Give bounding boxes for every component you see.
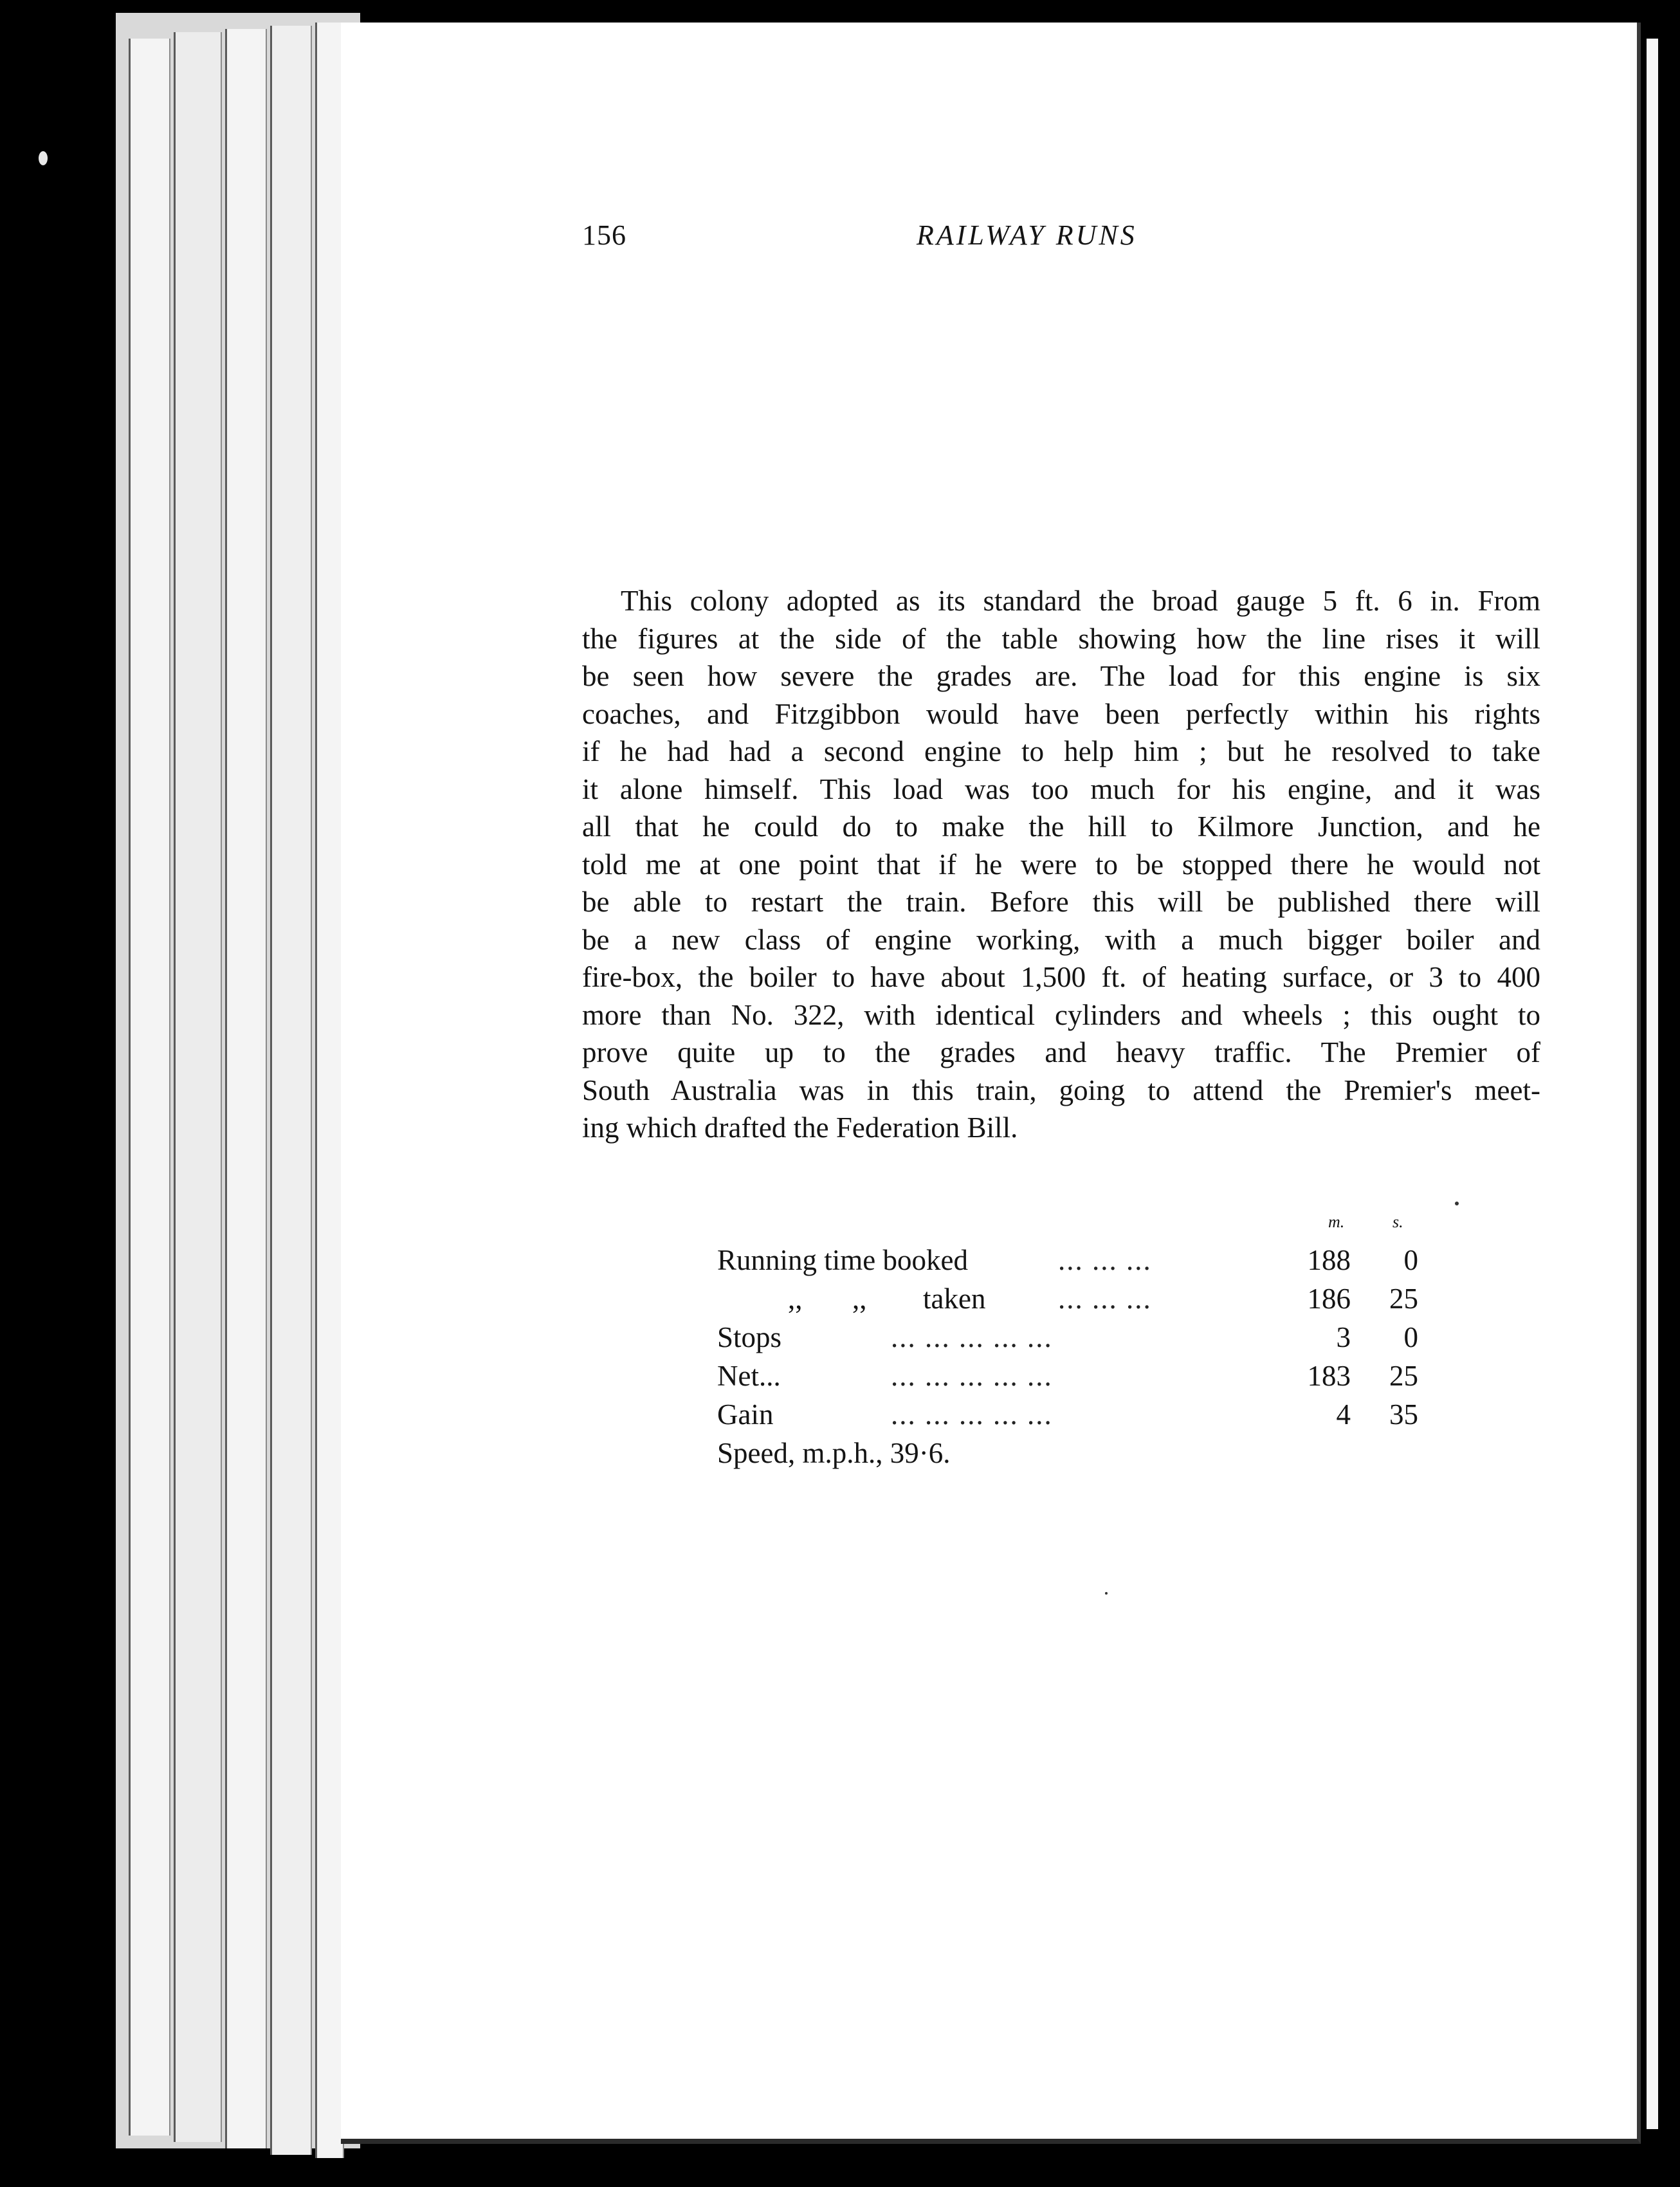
body-line: prove quite up to the grades and heavy traffic. The Premier of bbox=[582, 1036, 1540, 1068]
table-row bbox=[717, 1398, 1438, 1435]
row-minutes: 188 bbox=[1307, 1244, 1351, 1276]
row-minutes: 186 bbox=[1307, 1283, 1351, 1315]
row-label: Speed, m.p.h., 39·6. bbox=[717, 1437, 951, 1469]
table-row bbox=[717, 1282, 1438, 1319]
page-edge-strip bbox=[225, 29, 267, 2148]
page-edge-strip bbox=[129, 39, 170, 2136]
body-line: be seen how severe the grades are. The load for this engine is six bbox=[582, 660, 1540, 692]
body-line: all that he could do to make the hill to Kilmore Junction, and he bbox=[582, 810, 1540, 843]
unit-minutes: m. bbox=[1328, 1212, 1345, 1231]
paper-speck bbox=[1455, 1202, 1459, 1205]
body-line: told me at one point that if he were to be stopped there he would not bbox=[582, 848, 1540, 881]
body-line: the figures at the side of the table showing how the line rises it will bbox=[582, 622, 1540, 655]
unit-seconds: s. bbox=[1392, 1212, 1403, 1231]
row-minutes: 4 bbox=[1336, 1398, 1351, 1431]
body-line: This colony adopted as its standard the broad gauge 5 ft. 6 in. From bbox=[621, 585, 1540, 617]
page-edge-strip bbox=[270, 26, 312, 2155]
table-row bbox=[717, 1359, 1438, 1396]
page-number: 156 bbox=[582, 219, 626, 251]
body-line: ing which drafted the Federation Bill. bbox=[582, 1112, 1018, 1144]
dot-leaders: ... ... ... bbox=[1058, 1283, 1152, 1315]
paper-speck bbox=[1105, 1592, 1108, 1595]
row-label: Net... bbox=[717, 1360, 781, 1392]
running-title: RAILWAY RUNS bbox=[917, 219, 1137, 251]
dot-leaders: ... ... ... ... ... bbox=[891, 1360, 1053, 1392]
body-line: more than No. 322, with identical cylinders and wheels ; this ought to bbox=[582, 998, 1540, 1031]
body-line: coaches, and Fitzgibbon would have been perfectly within his rights bbox=[582, 697, 1540, 730]
table-row bbox=[717, 1436, 1438, 1474]
body-line: it alone himself. This load was too much for his engine, and it was bbox=[582, 773, 1540, 805]
paper-speck bbox=[39, 151, 48, 165]
row-seconds: 25 bbox=[1389, 1360, 1418, 1392]
row-seconds: 0 bbox=[1403, 1244, 1418, 1276]
body-line: if he had had a second engine to help him ; but he resolved to take bbox=[582, 735, 1540, 767]
row-label: Stops bbox=[717, 1321, 782, 1353]
table-row bbox=[717, 1321, 1438, 1358]
body-line: fire-box, the boiler to have about 1,500 ft. of heating surface, or 3 to 400 bbox=[582, 961, 1540, 993]
body-line: be able to restart the train. Before this will be published there will bbox=[582, 886, 1540, 918]
table-units-row bbox=[717, 1212, 1438, 1232]
body-line: be a new class of engine working, with a much bigger boiler and bbox=[582, 923, 1540, 956]
row-minutes: 183 bbox=[1307, 1360, 1351, 1392]
row-seconds: 0 bbox=[1403, 1321, 1418, 1353]
page-right-edge bbox=[1647, 39, 1658, 2129]
row-label: Gain bbox=[717, 1398, 774, 1431]
page-edge-strip bbox=[174, 32, 222, 2142]
row-seconds: 35 bbox=[1389, 1398, 1418, 1431]
dot-leaders: ... ... ... ... ... bbox=[891, 1321, 1053, 1353]
dot-leaders: ... ... ... ... ... bbox=[891, 1398, 1053, 1431]
table-row bbox=[717, 1243, 1438, 1281]
dot-leaders: ... ... ... bbox=[1058, 1244, 1152, 1276]
row-minutes: 3 bbox=[1336, 1321, 1351, 1353]
ditto-mark: ,, bbox=[852, 1283, 867, 1315]
page-edge-strip bbox=[315, 23, 344, 2158]
ditto-mark: ,, bbox=[788, 1283, 803, 1315]
row-label: Running time booked bbox=[717, 1244, 968, 1276]
row-seconds: 25 bbox=[1389, 1283, 1418, 1315]
row-label: taken bbox=[923, 1283, 986, 1315]
body-line: South Australia was in this train, going to attend the Premier's meet- bbox=[582, 1074, 1540, 1106]
body-paragraph bbox=[582, 582, 1540, 1147]
running-head bbox=[582, 219, 1225, 257]
